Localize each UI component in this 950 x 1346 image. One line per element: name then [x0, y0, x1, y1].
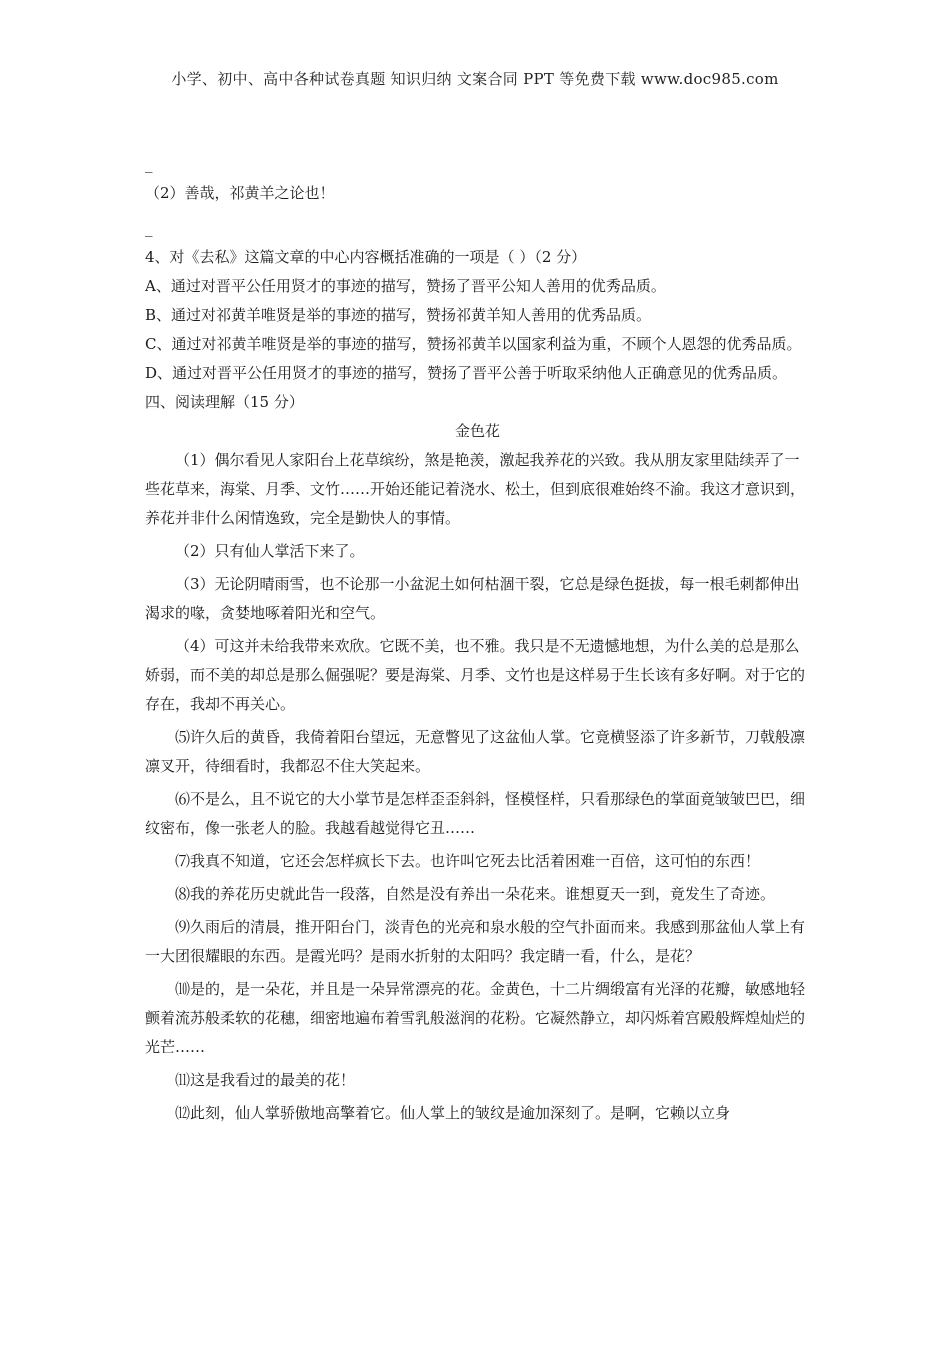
- page-header-banner: 小学、初中、高中各种试卷真题 知识归纳 文案合同 PPT 等免费下载 www.doc985.com: [171, 70, 779, 88]
- passage-paragraph-6: ⑹不是么，且不说它的大小掌节是怎样歪歪斜斜，怪模怪样，只看那绿色的掌面竟皱皱巴巴，细纹密布，像一张老人的脸。我越看越觉得它丑……: [145, 790, 806, 837]
- answer-blank-line: _: [145, 219, 153, 237]
- question-4-option-a: A、通过对晋平公任用贤才的事迹的描写，赞扬了晋平公知人善用的优秀品质。: [145, 277, 666, 295]
- reading-passage-title: 金色花: [454, 422, 500, 440]
- passage-paragraph-10: ⑽是的，是一朵花，并且是一朵异常漂亮的花。金黄色，十二片绸缎富有光泽的花瓣，敏感地轻颤着流苏般柔软的花穗，细密地遍布着雪乳般滋润的花粉。它凝然静立，却闪烁着宫殿般辉煌灿烂的光芒……: [145, 980, 806, 1056]
- question-4-stem: 4、对《去私》这篇文章的中心内容概括准确的一项是（ ）（2 分）: [145, 248, 587, 266]
- answer-blank-line: _: [145, 155, 153, 173]
- passage-paragraph-7: ⑺我真不知道，它还会怎样疯长下去。也许叫它死去比活着困难一百倍，这可怕的东西！: [175, 852, 761, 870]
- passage-paragraph-8: ⑻我的养花历史就此告一段落，自然是没有养出一朵花来。谁想夏天一到，竟发生了奇迹。: [175, 885, 776, 903]
- passage-paragraph-3: （3）无论阴晴雨雪，也不论那一小盆泥土如何枯涸干裂，它总是绿色挺拔，每一根毛刺都伸出渴求的喙，贪婪地啄着阳光和空气。: [145, 575, 800, 622]
- passage-paragraph-9: ⑼久雨后的清晨，推开阳台门，淡青色的光亮和泉水般的空气扑面而来。我感到那盆仙人掌上有一大团很耀眼的东西。是霞光吗？是雨水折射的太阳吗？我定睛一看，什么，是花？: [145, 918, 806, 965]
- question-4-option-c: C、通过对祁黄羊唯贤是举的事迹的描写，赞扬祁黄羊以国家利益为重，不顾个人恩怨的优秀品质。: [145, 335, 802, 353]
- passage-paragraph-4: （4）可这并未给我带来欢欣。它既不美，也不雅。我只是不无遗憾地想，为什么美的总是那么娇弱，而不美的却总是那么倔强呢？要是海棠、月季、文竹也是这样易于生长该有多好啊。对于它的存在，我却不再关心。: [145, 637, 806, 713]
- translation-item-2: （2）善哉，祁黄羊之论也！: [145, 184, 335, 202]
- passage-paragraph-11: ⑾这是我看过的最美的花！: [175, 1071, 356, 1089]
- document-content: [145, 150, 810, 1132]
- passage-paragraph-12: ⑿此刻，仙人掌骄傲地高擎着它。仙人掌上的皱纹是逾加深刻了。是啊，它赖以立身: [175, 1104, 731, 1122]
- passage-paragraph-1: （1）偶尔看见人家阳台上花草缤纷，煞是艳羡，激起我养花的兴致。我从朋友家里陆续弄了一些花草来，海棠、月季、文竹……开始还能记着浇水、松土，但到底很难始终不渝。我这才意识到，养花并非什么闲情逸致，完全是勤快人的事情。: [145, 451, 806, 527]
- passage-paragraph-2: （2）只有仙人掌活下来了。: [175, 542, 365, 560]
- section-4-heading: 四、阅读理解（15 分）: [145, 393, 304, 411]
- question-4-option-d: D、通过对晋平公任用贤才的事迹的描写，赞扬了晋平公善于听取采纳他人正确意见的优秀品质。: [145, 364, 788, 382]
- question-4-option-b: B、通过对祁黄羊唯贤是举的事迹的描写，赞扬祁黄羊知人善用的优秀品质。: [145, 306, 652, 324]
- passage-paragraph-5: ⑸许久后的黄昏，我倚着阳台望远，无意瞥见了这盆仙人掌。它竟横竖添了许多新节，刀戟般凛凛叉开，待细看时，我都忍不住大笑起来。: [145, 728, 806, 775]
